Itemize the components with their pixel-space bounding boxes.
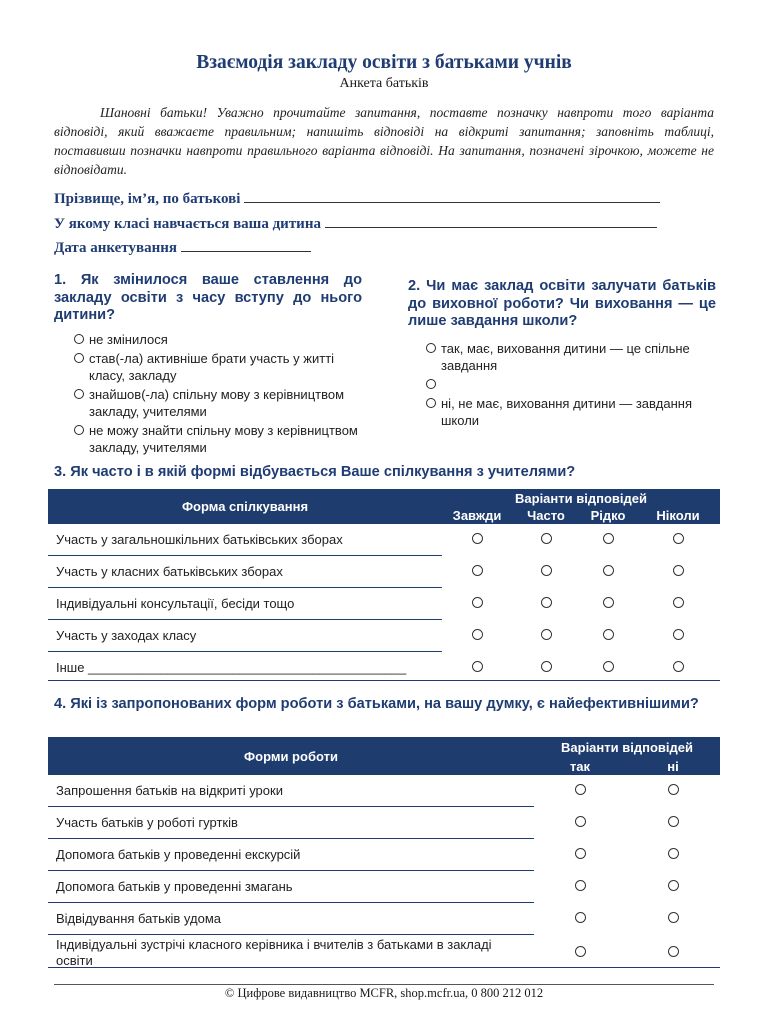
question-1-option[interactable] <box>74 331 362 348</box>
radio-circle-icon[interactable] <box>603 597 614 608</box>
row-label: Індивідуальні консультації, бесіди тощо <box>48 588 442 620</box>
radio-circle-icon[interactable] <box>541 661 552 672</box>
row-label: Допомога батьків у проведенні екскурсій <box>48 839 534 871</box>
option-label: ні, не має, виховання дитини — завдання школи <box>441 395 692 428</box>
radio-circle-icon[interactable] <box>541 533 552 544</box>
radio-circle-icon[interactable] <box>74 353 84 363</box>
radio-circle-icon[interactable] <box>472 629 483 640</box>
answer-header: Завжди <box>442 507 512 524</box>
radio-circle-icon[interactable] <box>472 661 483 672</box>
question-2-option[interactable] <box>426 395 716 429</box>
name-field-line[interactable] <box>244 188 660 203</box>
radio-circle-icon[interactable] <box>603 565 614 576</box>
radio-circle-icon[interactable] <box>673 565 684 576</box>
document-subtitle: Анкета батьків <box>339 76 429 91</box>
answers-column-header: Варіанти відповідей <box>534 737 720 757</box>
radio-circle-icon[interactable] <box>541 597 552 608</box>
date-field-label: Дата анкетування <box>54 240 177 256</box>
radio-circle-icon[interactable] <box>603 533 614 544</box>
radio-circle-icon[interactable] <box>673 661 684 672</box>
question-4-table <box>48 737 720 971</box>
answer-header: Ніколи <box>636 507 720 524</box>
table-row <box>48 807 720 839</box>
table-row <box>48 775 720 807</box>
row-label-other[interactable]: Інше ____________________________________________ <box>56 660 407 675</box>
radio-circle-icon[interactable] <box>668 816 679 827</box>
question-2-option[interactable] <box>426 340 716 374</box>
question-2-options <box>426 340 716 429</box>
radio-circle-icon[interactable] <box>74 425 84 435</box>
radio-circle-icon[interactable] <box>673 597 684 608</box>
radio-circle-icon[interactable] <box>426 379 436 389</box>
footer-text: © Цифрове видавництво MCFR, shop.mcfr.ua, 0 800 212 012 <box>224 986 544 1000</box>
question-2-text: 2. Чи має заклад освіти залучати батьків до виховної роботи? Чи виховання — це лише завдання школи? <box>408 278 716 329</box>
option-label: так, має, виховання дитини — це спільне завдання <box>441 340 690 373</box>
radio-circle-icon[interactable] <box>426 398 436 408</box>
table-row <box>48 839 720 871</box>
row-label: Участь у загальношкільних батьківських зборах <box>48 524 442 556</box>
radio-circle-icon[interactable] <box>668 784 679 795</box>
question-2-option[interactable] <box>426 376 716 393</box>
date-field-line[interactable] <box>181 237 311 252</box>
table-row <box>48 620 720 652</box>
radio-circle-icon[interactable] <box>668 912 679 923</box>
row-label: Індивідуальні зустрічі класного керівника і вчителів з батьками в закладі освіти <box>56 936 492 968</box>
radio-circle-icon[interactable] <box>668 848 679 859</box>
table-bottom-rule <box>48 967 720 968</box>
document-title: Взаємодія закладу освіти з батьками учнів <box>196 52 572 73</box>
forms-column-header: Форми роботи <box>48 737 534 775</box>
class-field-label: У якому класі навчається ваша дитина <box>54 216 321 232</box>
table-row <box>48 652 720 684</box>
question-1-option[interactable] <box>74 350 362 384</box>
table-row <box>48 524 720 556</box>
radio-circle-icon[interactable] <box>472 565 483 576</box>
row-label: Участь у класних батьківських зборах <box>48 556 442 588</box>
name-field[interactable] <box>54 188 660 208</box>
question-1-text: 1. Як змінилося ваше ставлення до закладу освіти з часу вступу до нього дитини? <box>54 272 362 323</box>
class-field[interactable] <box>54 213 657 233</box>
radio-circle-icon[interactable] <box>673 629 684 640</box>
radio-circle-icon[interactable] <box>74 389 84 399</box>
answer-header: Рідко <box>580 507 636 524</box>
option-label: став(-ла) активніше брати участь у житті класу, закладу <box>89 350 335 383</box>
footer-rule <box>54 984 714 985</box>
row-label: Відвідування батьків удома <box>48 903 534 935</box>
question-1-option[interactable] <box>74 386 362 420</box>
radio-circle-icon[interactable] <box>472 533 483 544</box>
answer-header: так <box>534 757 626 775</box>
question-4-text: 4. Які із запропонованих форм роботи з батьками, на вашу думку, є найефективнішими? <box>54 696 699 712</box>
radio-circle-icon[interactable] <box>575 784 586 795</box>
row-label: Участь у заходах класу <box>48 620 442 652</box>
intro-paragraph: Шановні батьки! Уважно прочитайте запитання, поставте позначку навпроти того варіанта відповіді, який вважаєте правильним; напишіть відповіді на відкриті запитання; заповніть таблиці, поставивши позначки навпроти правильного варіанта відповіді. На запитання, позначені зірочкою, можете не відповідати. <box>54 105 714 177</box>
radio-circle-icon[interactable] <box>603 661 614 672</box>
radio-circle-icon[interactable] <box>575 880 586 891</box>
radio-circle-icon[interactable] <box>541 629 552 640</box>
radio-circle-icon[interactable] <box>426 343 436 353</box>
table-row <box>48 871 720 903</box>
row-label: Допомога батьків у проведенні змагань <box>48 871 534 903</box>
option-label: знайшов(-ла) спільну мову з керівництвом закладу, учителями <box>89 386 345 419</box>
table-row <box>48 935 720 971</box>
question-3-text: 3. Як часто і в якій формі відбувається Ваше спілкування з учителями? <box>54 464 576 480</box>
form-column-header: Форма спілкування <box>48 489 442 524</box>
radio-circle-icon[interactable] <box>472 597 483 608</box>
question-1-options <box>74 331 362 456</box>
table-row <box>48 588 720 620</box>
answers-column-header: Варіанти відповідей <box>442 489 720 507</box>
row-label: Участь батьків у роботі гуртків <box>48 807 534 839</box>
answer-header: ні <box>626 757 720 775</box>
option-label: не змінилося <box>89 331 168 347</box>
radio-circle-icon[interactable] <box>575 816 586 827</box>
radio-circle-icon[interactable] <box>575 946 586 957</box>
question-2 <box>408 278 716 431</box>
radio-circle-icon[interactable] <box>668 946 679 957</box>
radio-circle-icon[interactable] <box>74 334 84 344</box>
question-1-option[interactable] <box>74 422 362 456</box>
answer-header: Часто <box>512 507 580 524</box>
option-label: не можу знайти спільну мову з керівництвом закладу, учителями <box>89 422 358 455</box>
radio-circle-icon[interactable] <box>668 880 679 891</box>
table-row <box>48 903 720 935</box>
question-1 <box>54 272 362 458</box>
row-label: Запрошення батьків на відкриті уроки <box>48 775 534 807</box>
radio-circle-icon[interactable] <box>541 565 552 576</box>
name-field-label: Прізвище, ім’я, по батькові <box>54 191 241 207</box>
table-row <box>48 556 720 588</box>
radio-circle-icon[interactable] <box>575 848 586 859</box>
date-field[interactable] <box>54 237 311 257</box>
radio-circle-icon[interactable] <box>673 533 684 544</box>
class-field-line[interactable] <box>325 213 657 228</box>
question-3-table <box>48 489 720 683</box>
table-bottom-rule <box>48 680 720 681</box>
radio-circle-icon[interactable] <box>575 912 586 923</box>
radio-circle-icon[interactable] <box>603 629 614 640</box>
